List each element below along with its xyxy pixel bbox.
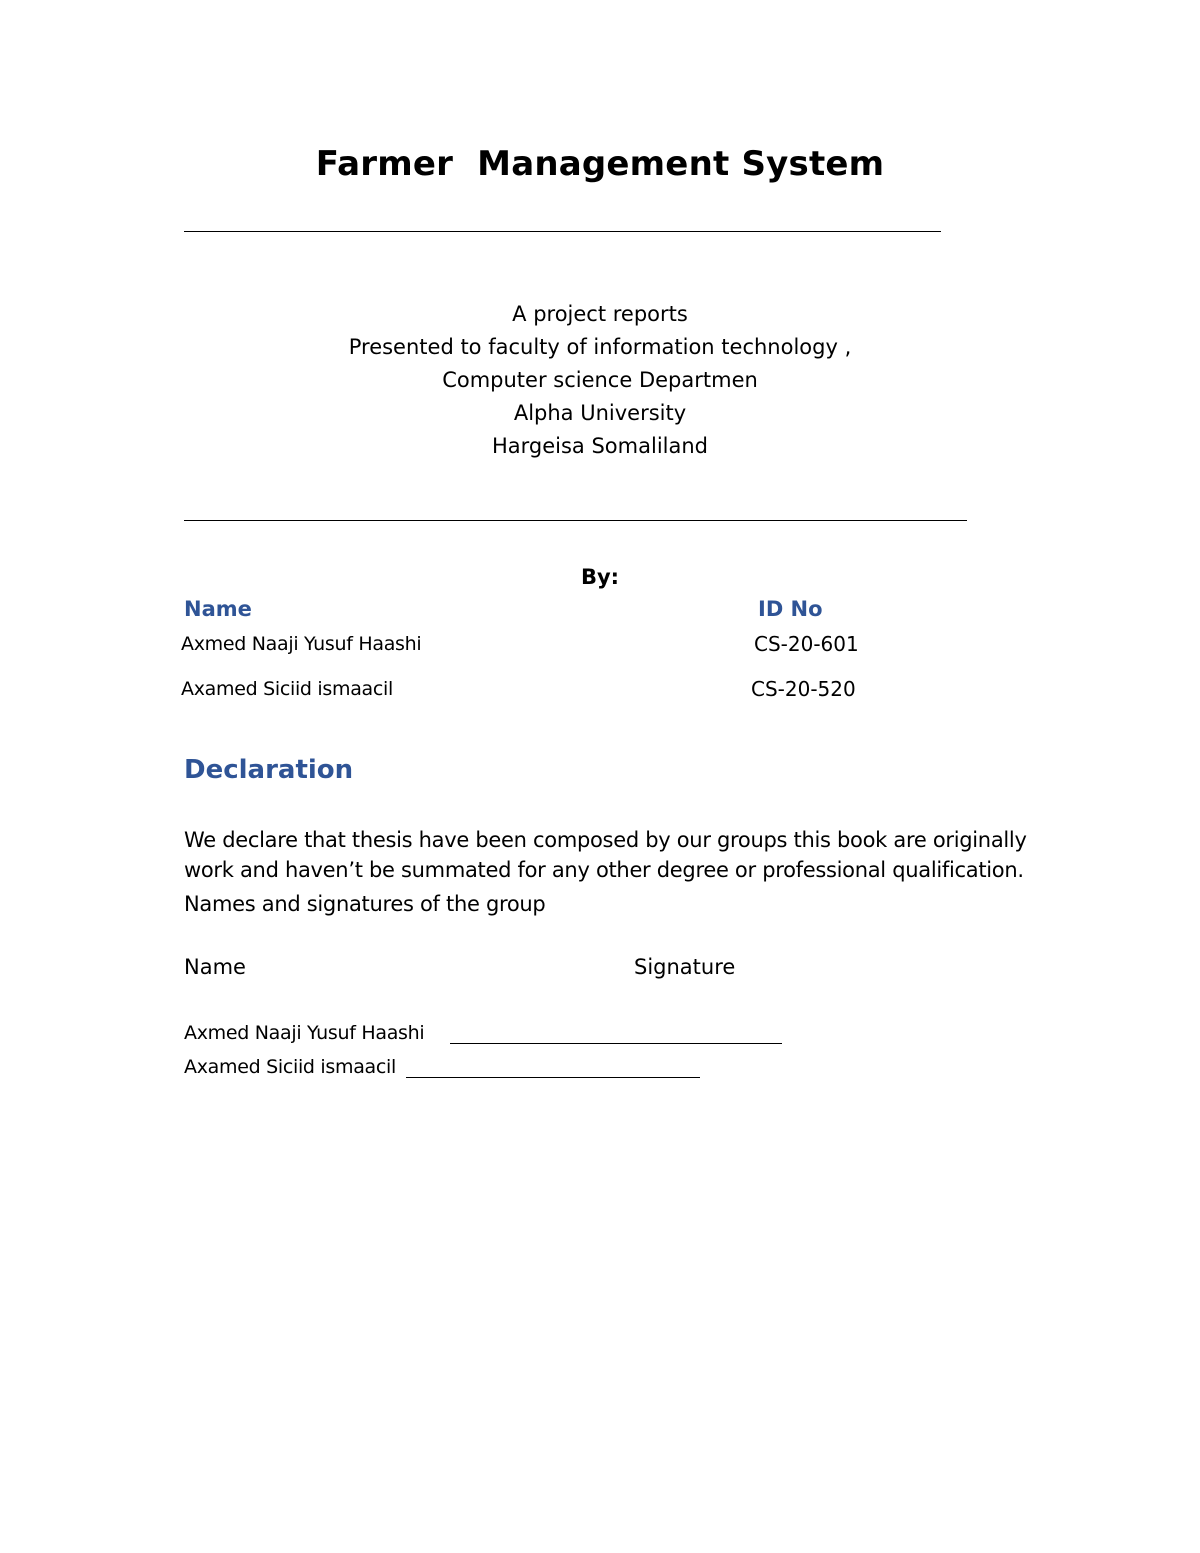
signature-line-2[interactable] (406, 1077, 700, 1078)
signer-name-1: Axmed Naaji Yusuf Haashi (184, 1022, 425, 1044)
declaration-text (184, 825, 1044, 919)
members-id-header: ID No (758, 597, 823, 621)
member-id-2: CS-20-520 (751, 677, 856, 701)
intro-line-presented-to: Presented to faculty of information technology , (348, 335, 852, 359)
intro-line-department: Computer science Departmen (442, 368, 758, 392)
intro-line-university: Alpha University (513, 401, 687, 425)
title-divider (184, 231, 941, 232)
by-label: By: (580, 565, 620, 589)
declaration-line-1: We declare that thesis have been composed by our groups this book are originally (184, 828, 1027, 852)
members-name-header: Name (184, 597, 252, 621)
intro-divider (184, 520, 967, 521)
member-name-1: Axmed Naaji Yusuf Haashi (181, 633, 422, 655)
intro-line-location: Hargeisa Somaliland (491, 434, 708, 458)
declaration-line-2: work and haven’t be summated for any other degree or professional qualification. (184, 858, 1024, 882)
signature-table-name-header: Name (184, 955, 246, 979)
signature-line-1[interactable] (450, 1043, 782, 1044)
document-title: Farmer Management System (315, 144, 885, 184)
signature-table-signature-header: Signature (634, 955, 736, 979)
member-id-1: CS-20-601 (754, 632, 859, 656)
member-name-2: Axamed Siciid ismaacil (181, 678, 394, 700)
declaration-line-3: Names and signatures of the group (184, 892, 546, 916)
signer-name-2: Axamed Siciid ismaacil (184, 1056, 397, 1078)
declaration-heading: Declaration (184, 755, 354, 785)
intro-line-project-reports: A project reports (512, 302, 688, 326)
